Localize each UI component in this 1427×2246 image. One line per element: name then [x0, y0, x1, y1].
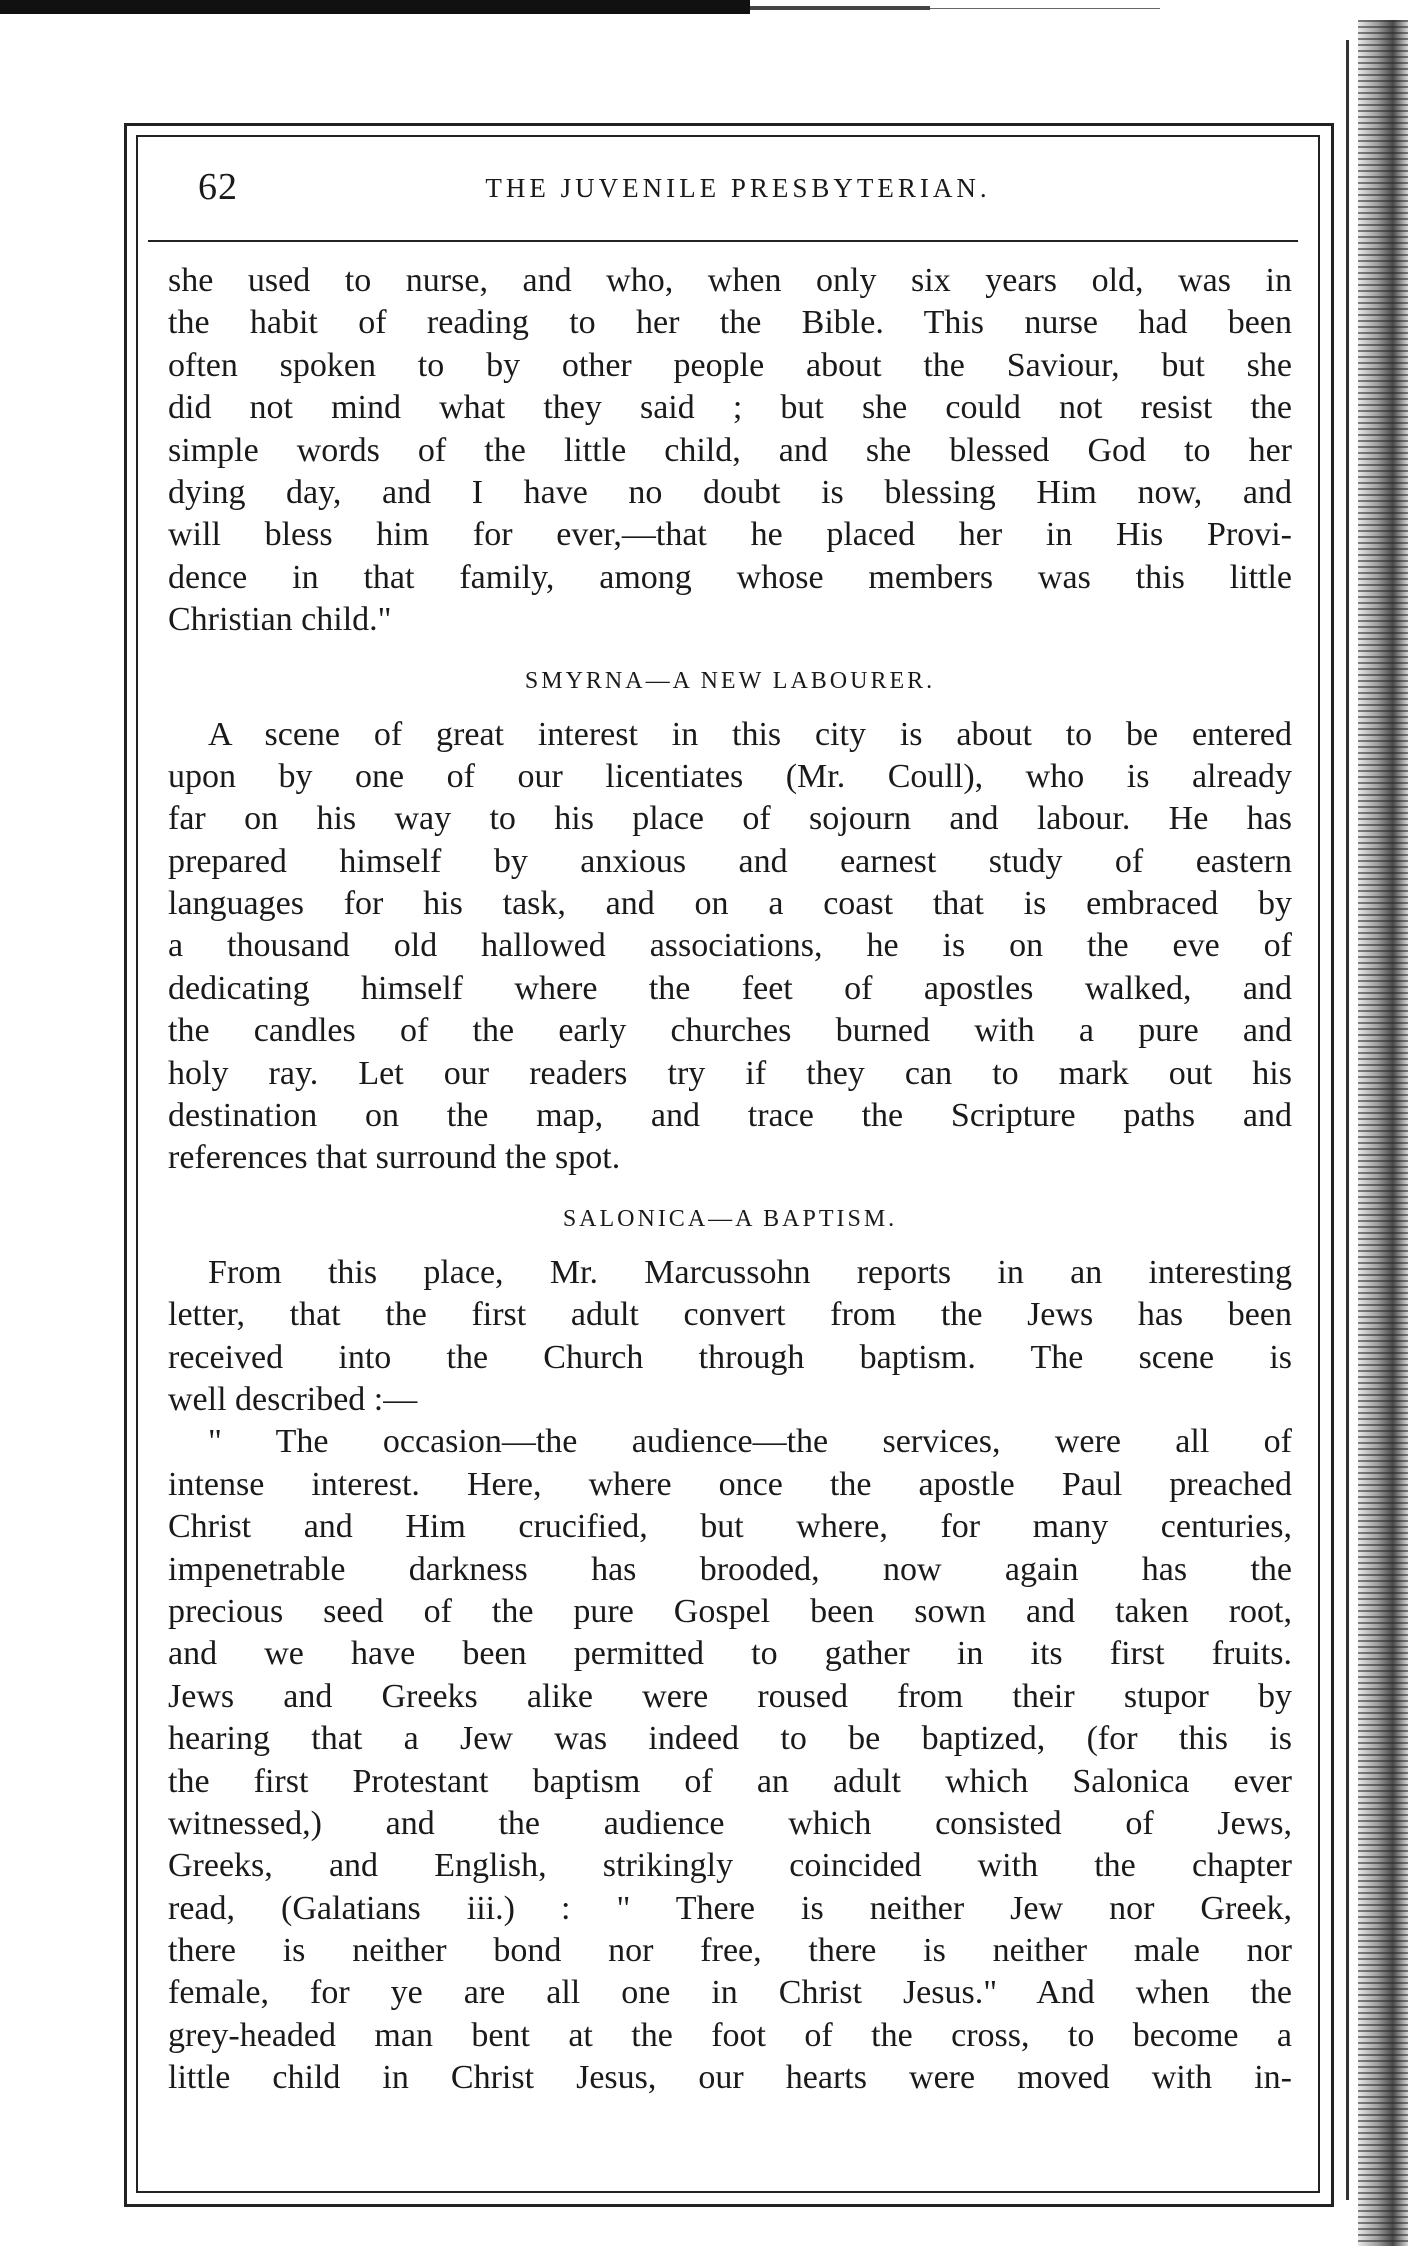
- running-title: THE JUVENILE PRESBYTERIAN.: [485, 173, 991, 203]
- text-line: read, (Galatians iii.) : " There is neither Jew nor Greek,: [168, 1889, 1292, 1927]
- scan-edge-top: [0, 0, 750, 14]
- header-rule: [148, 240, 1298, 242]
- text-line: destination on the map, and trace the Scripture paths and: [168, 1097, 1292, 1135]
- article-body: [168, 260, 1292, 2100]
- text-line: dence in that family, among whose members was this little: [168, 558, 1292, 596]
- text-line: witnessed,) and the audience which consisted of Jews,: [168, 1804, 1292, 1842]
- text-line: female, for ye are all one in Christ Jesus." And when the: [168, 1974, 1292, 2012]
- text-line: received into the Church through baptism. The scene is: [168, 1338, 1292, 1376]
- book-spine: [1358, 20, 1408, 2246]
- text-line: simple words of the little child, and she blessed God to her: [168, 431, 1292, 469]
- text-line: holy ray. Let our readers try if they can to mark out his: [168, 1054, 1292, 1092]
- text-line: the habit of reading to her the Bible. This nurse had been: [168, 304, 1292, 342]
- text-line: there is neither bond nor free, there is neither male nor: [168, 1932, 1292, 1970]
- text-line: Christian child.": [168, 601, 392, 639]
- page-number: 62: [198, 166, 238, 208]
- text-line: little child in Christ Jesus, our hearts were moved with in-: [168, 2059, 1292, 2097]
- text-line: often spoken to by other people about the Saviour, but she: [168, 346, 1292, 384]
- text-line: the first Protestant baptism of an adult which Salonica ever: [168, 1762, 1292, 1800]
- text-line: will bless him for ever,—that he placed her in His Provi-: [168, 516, 1292, 554]
- text-line: intense interest. Here, where once the apostle Paul preached: [168, 1465, 1292, 1503]
- page-header: [168, 165, 1308, 225]
- text-line: upon by one of our licentiates (Mr. Coull), who is already: [168, 757, 1292, 795]
- text-line: references that surround the spot.: [168, 1139, 621, 1177]
- text-line: letter, that the first adult convert from the Jews has been: [168, 1296, 1292, 1334]
- text-line: " The occasion—the audience—the services, were all of: [208, 1423, 1292, 1461]
- scan-edge-top-line: [930, 8, 1160, 9]
- text-line: well described :—: [168, 1380, 418, 1418]
- page-edge-shadow: [1346, 40, 1349, 2200]
- text-line: impenetrable darkness has brooded, now again has the: [168, 1550, 1292, 1588]
- text-line: prepared himself by anxious and earnest study of eastern: [168, 842, 1292, 880]
- text-line: and we have been permitted to gather in its first fruits.: [168, 1635, 1292, 1673]
- text-line: hearing that a Jew was indeed to be baptized, (for this is: [168, 1720, 1292, 1758]
- text-line: dedicating himself where the feet of apostles walked, and: [168, 969, 1292, 1007]
- text-line: the candles of the early churches burned with a pure and: [168, 1012, 1292, 1050]
- text-line: Greeks, and English, strikingly coincided with the chapter: [168, 1847, 1292, 1885]
- text-line: precious seed of the pure Gospel been sown and taken root,: [168, 1592, 1292, 1630]
- text-line: Jews and Greeks alike were roused from their stupor by: [168, 1677, 1292, 1715]
- text-line: Christ and Him crucified, but where, for many centuries,: [168, 1508, 1292, 1546]
- text-line: a thousand old hallowed associations, he is on the eve of: [168, 927, 1292, 965]
- text-line: far on his way to his place of sojourn and labour. He has: [168, 800, 1292, 838]
- text-line: A scene of great interest in this city is about to be entered: [208, 715, 1292, 753]
- section-heading-smyrna: SMYRNA—A NEW LABOURER.: [524, 667, 936, 694]
- section-smyrna: [168, 660, 1292, 1180]
- text-line: grey-headed man bent at the foot of the cross, to become a: [168, 2016, 1292, 2054]
- text-line: languages for his task, and on a coast that is embraced by: [168, 885, 1292, 923]
- text-line: From this place, Mr. Marcussohn reports in an interesting: [208, 1253, 1292, 1291]
- text-line: dying day, and I have no doubt is blessing Him now, and: [168, 473, 1292, 511]
- section-heading-salonica: SALONICA—A BAPTISM.: [562, 1205, 898, 1232]
- section-salonica: [168, 1198, 1292, 2100]
- text-line: did not mind what they said ; but she could not resist the: [168, 389, 1292, 427]
- section-continuation: [168, 260, 1292, 642]
- text-line: she used to nurse, and who, when only six years old, was in: [168, 262, 1292, 299]
- scan-edge-top-fade: [750, 6, 930, 10]
